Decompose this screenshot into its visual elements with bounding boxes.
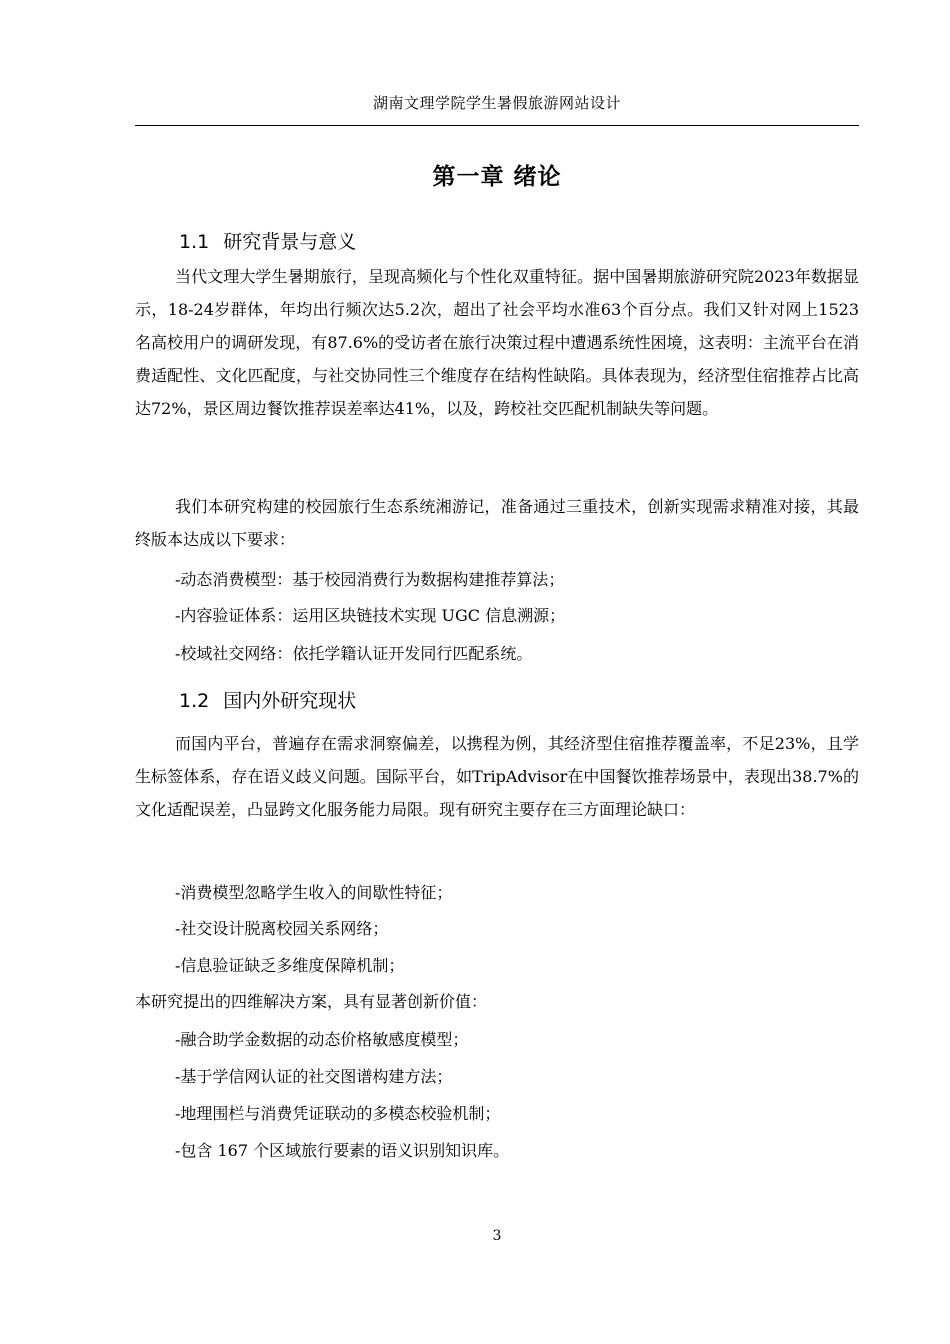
section-number: 1.2	[179, 690, 210, 712]
paragraph-system-intro: 我们本研究构建的校园旅行生态系统湘游记，准备通过三重技术，创新实现需求精准对接，其最终版本达成以下要求：	[135, 497, 859, 549]
list-item: -校域社交网络：依托学籍认证开发同行匹配系统。	[175, 644, 533, 663]
section-heading-1-1	[179, 227, 356, 254]
list-item: -消费模型忽略学生收入的间歇性特征；	[175, 883, 453, 902]
header-rule	[135, 125, 859, 126]
list-item: -基于学信网认证的社交图谱构建方法；	[175, 1067, 453, 1086]
list-item: -动态消费模型：基于校园消费行为数据构建推荐算法；	[175, 570, 565, 589]
running-header: 湖南文理学院学生暑假旅游网站设计	[372, 94, 621, 112]
list-item: -社交设计脱离校园关系网络；	[175, 919, 389, 938]
section-number: 1.1	[179, 231, 210, 253]
section-title: 研究背景与意义	[223, 231, 357, 253]
list-item: -内容验证体系：运用区块链技术实现 UGC 信息溯源；	[175, 606, 566, 625]
chapter-title: 第一章 绪论	[432, 164, 562, 190]
list-item: -包含 167 个区域旅行要素的语义识别知识库。	[175, 1141, 510, 1160]
list-item: -融合助学金数据的动态价格敏感度模型；	[175, 1030, 469, 1049]
section-heading-1-2	[179, 686, 356, 713]
list-item: -地理围栏与消费凭证联动的多模态校验机制；	[175, 1104, 501, 1123]
solutions-lead: 本研究提出的四维解决方案，具有显著创新价值：	[135, 992, 488, 1011]
paragraph-background: 当代文理大学生暑期旅行，呈现高频化与个性化双重特征。据中国暑期旅游研究院2023年数据显示，18-24岁群体，年均出行频次达5.2次，超出了社会平均水准63个百分点。我们又针对网上1523名高校用户的调研发现，有87.6%的受访者在旅行决策过程中遭遇系统性困境，这表明：主流平台在消费适配性、文化匹配度，与社交协同性三个维度存在结构性缺陷。具体表现为，经济型住宿推荐占比高达72%，景区周边餐饮推荐误差率达41%，以及，跨校社交匹配机制缺失等问题。	[135, 267, 859, 418]
section-title: 国内外研究现状	[223, 690, 357, 712]
paragraph-research-status: 而国内平台，普遍存在需求洞察偏差，以携程为例，其经济型住宿推荐覆盖率，不足23%，且学生标签体系，存在语义歧义问题。国际平台，如TripAdvisor在中国餐饮推荐场景中，表现出38.7%的文化适配误差，凸显跨文化服务能力局限。现有研究主要存在三方面理论缺口：	[135, 734, 859, 819]
page-number: 3	[492, 1228, 502, 1244]
list-item: -信息验证缺乏多维度保障机制；	[175, 956, 405, 975]
